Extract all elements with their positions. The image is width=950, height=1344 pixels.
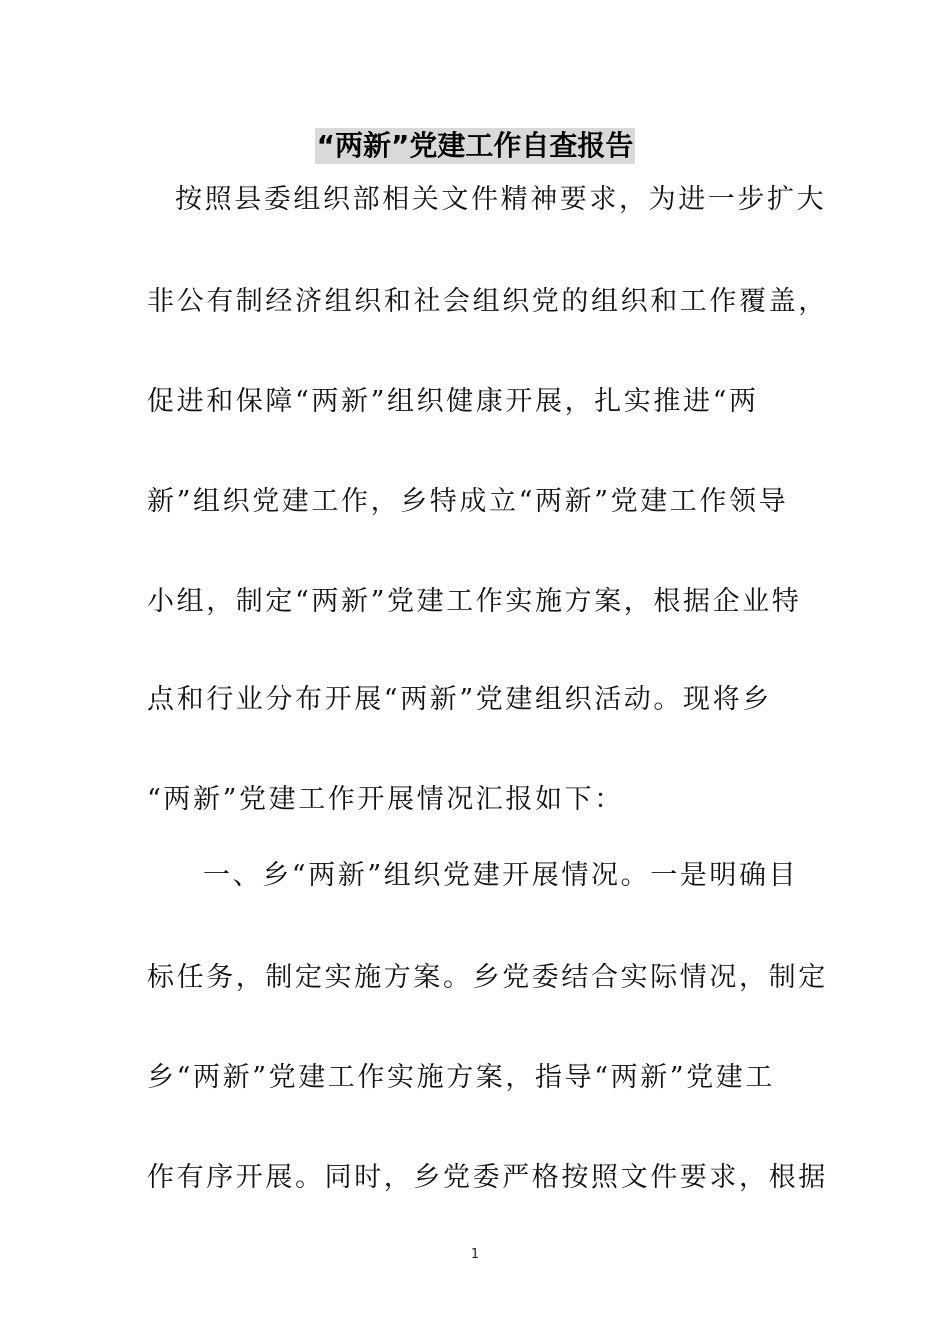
paragraph-line: 促进和保障“两新”组织健康开展，扎实推进“两 [147, 386, 759, 417]
paragraph-line: 点和行业分布开展“两新”党建组织活动。现将乡 [147, 684, 772, 715]
page-number: 1 [470, 1247, 480, 1262]
paragraph-line: 按照县委组织部相关文件精神要求，为进一步扩大 [175, 184, 827, 215]
paragraph-line: “两新”党建工作开展情况汇报如下： [147, 784, 624, 815]
paragraph-line: 非公有制经济组织和社会组织党的组织和工作覆盖， [147, 286, 828, 317]
document-title: “两新”党建工作自查报告 [316, 129, 634, 162]
paragraph-line: 标任务，制定实施方案。乡党委结合实际情况，制定 [147, 962, 828, 993]
paragraph-line: 一、乡“两新”组织党建开展情况。一是明确目 [203, 860, 799, 891]
paragraph-line: 新”组织党建工作，乡特成立“两新”党建工作领导 [147, 486, 789, 517]
paragraph-line: 乡“两新”党建工作实施方案，指导“两新”党建工 [147, 1062, 776, 1093]
paragraph-line: 作有序开展。同时，乡党委严格按照文件要求，根据 [147, 1162, 828, 1193]
paragraph-line: 小组，制定“两新”党建工作实施方案，根据企业特 [147, 586, 802, 617]
